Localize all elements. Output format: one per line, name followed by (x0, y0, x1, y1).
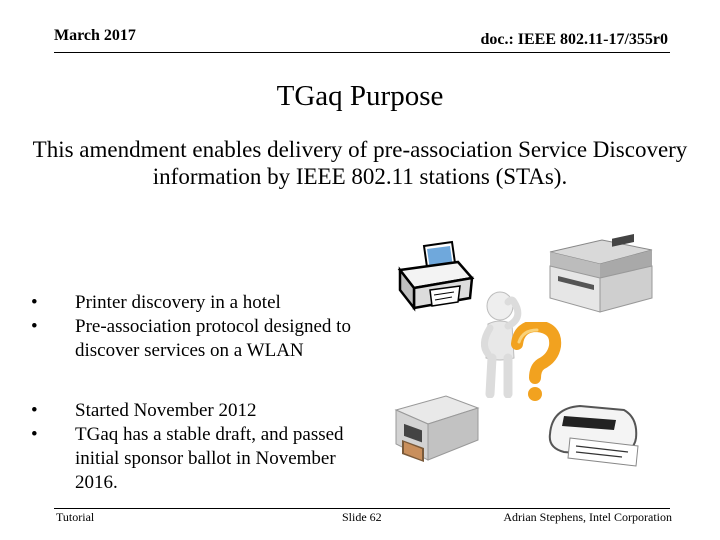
header-rule (54, 52, 670, 53)
bullet-marker: • (31, 316, 38, 337)
bullet-list (28, 291, 358, 495)
printer-clipart-icon (394, 240, 476, 312)
footer-slide-number: Slide 62 (342, 510, 382, 524)
bullet-text: TGaq has a stable draft, and passed initial sponsor ballot in November 2016. (75, 424, 344, 493)
footer-left: Tutorial (56, 510, 95, 524)
slide-subtitle: This amendment enables delivery of pre-association Service Discovery information by IEEE 802.11 stations (STAs). (32, 137, 688, 189)
footer-rule (54, 508, 670, 509)
bullet-item (28, 315, 358, 363)
receipt-printer-icon (540, 398, 644, 470)
bullet-item (28, 423, 358, 495)
question-mark-icon (505, 322, 565, 404)
bullet-item (28, 399, 358, 423)
bullet-marker: • (31, 424, 38, 445)
bullet-marker: • (31, 400, 38, 421)
slide-title: TGaq Purpose (276, 80, 444, 112)
bullet-text: Printer discovery in a hotel (75, 292, 281, 313)
bullet-item (28, 291, 358, 315)
bullet-text: Pre-association protocol designed to discover services on a WLAN (75, 316, 351, 361)
header-doc-id: doc.: IEEE 802.11-17/355r0 (480, 31, 668, 48)
bullet-marker: • (31, 292, 38, 313)
bullet-text: Started November 2012 (75, 400, 257, 421)
multifunction-printer-icon (540, 232, 660, 314)
footer-author: Adrian Stephens, Intel Corporation (503, 510, 672, 524)
photo-printer-icon (388, 388, 482, 464)
header-date: March 2017 (54, 27, 136, 44)
